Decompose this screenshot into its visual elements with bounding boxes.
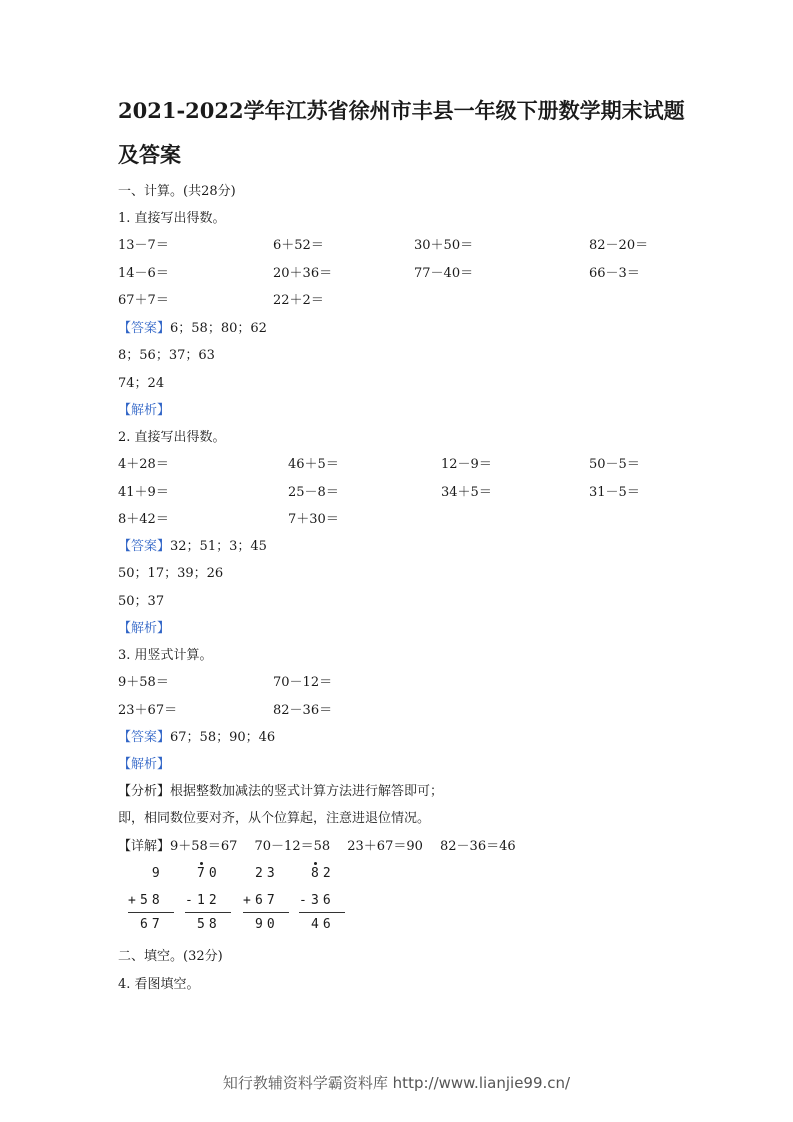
answer-tag: 【答案】 (118, 730, 171, 745)
q1-analysis-tag: 【解析】 (118, 403, 171, 418)
q3-label: 3. 用竖式计算。 (118, 648, 213, 663)
vc-line (299, 912, 345, 913)
vc-top: 9 (140, 866, 164, 881)
doc-title-line2: 及答案 (118, 142, 181, 167)
q1-item: 77－40＝ (414, 266, 474, 281)
fenxi-tag: 【分析】 (118, 784, 171, 799)
answer-tag: 【答案】 (118, 321, 171, 336)
vc-top: 70 (197, 866, 221, 881)
xiangjie-tag: 【详解】 (118, 839, 171, 854)
q1-item: 67＋7＝ (118, 293, 169, 308)
section1-heading: 一、计算。(共28分) (118, 184, 236, 199)
q1-item: 14－6＝ (118, 266, 169, 281)
vertical-calc (128, 866, 178, 936)
page-footer: 知行教辅资料学霸资料库 http://www.lianjie99.cn/ (222, 1074, 571, 1092)
vertical-calc (243, 866, 293, 936)
vertical-calc (185, 866, 235, 936)
q2-item: 12－9＝ (441, 457, 492, 472)
q3-item: 82－36＝ (273, 703, 333, 718)
q4-label: 4. 看图填空。 (118, 977, 200, 992)
q1-item: 82－20＝ (589, 238, 649, 253)
xiangjie-text: 9＋58＝67 70－12＝58 23＋67＝90 82－36＝46 (170, 839, 516, 854)
q1-item: 13－7＝ (118, 238, 169, 253)
vc-op: + (243, 893, 255, 908)
vc-result: 46 (311, 917, 335, 932)
vc-line (185, 912, 231, 913)
q3-fenxi (118, 780, 443, 799)
answer-tag: 【答案】 (118, 539, 171, 554)
vc-top: 23 (255, 866, 279, 881)
vc-top: 82 (311, 866, 335, 881)
doc-title-line1: 2021-2022学年江苏省徐州市丰县一年级下册数学期末试题 (118, 98, 685, 123)
vc-op: - (299, 893, 311, 908)
vc-second: 58 (140, 893, 164, 908)
vc-op: - (185, 893, 197, 908)
q2-item: 34＋5＝ (441, 485, 492, 500)
q1-item: 30＋50＝ (414, 238, 474, 253)
q1-label: 1. 直接写出得数。 (118, 211, 226, 226)
vc-op: + (128, 893, 140, 908)
borrow-dot (200, 862, 203, 865)
q2-answer (118, 535, 267, 554)
q1-item: 6＋52＝ (273, 238, 324, 253)
vc-line (243, 912, 289, 913)
vc-second: 12 (197, 893, 221, 908)
q2-item: 8＋42＝ (118, 512, 169, 527)
q2-item: 41＋9＝ (118, 485, 169, 500)
vc-result: 90 (255, 917, 279, 932)
vc-line (128, 912, 174, 913)
q3-answer (118, 726, 275, 745)
borrow-dot (314, 862, 317, 865)
vc-second: 36 (311, 893, 335, 908)
answer-text: 67；58；90；46 (170, 730, 276, 745)
q2-answer-line3: 50；37 (118, 594, 165, 609)
q3-analysis-tag: 【解析】 (118, 757, 171, 772)
vc-result: 67 (140, 917, 164, 932)
q1-item: 20＋36＝ (273, 266, 333, 281)
q3-item: 70－12＝ (273, 675, 333, 690)
vc-result: 58 (197, 917, 221, 932)
q3-item: 9＋58＝ (118, 675, 169, 690)
q3-xiangjie (118, 835, 516, 854)
answer-text: 6；58；80；62 (170, 321, 267, 336)
q2-item: 7＋30＝ (288, 512, 339, 527)
q2-item: 25－8＝ (288, 485, 339, 500)
q2-label: 2. 直接写出得数。 (118, 430, 226, 445)
vertical-calc (299, 866, 349, 936)
q2-item: 50－5＝ (589, 457, 640, 472)
q2-item: 46＋5＝ (288, 457, 339, 472)
q2-answer-line2: 50；17；39；26 (118, 566, 224, 581)
q2-analysis-tag: 【解析】 (118, 621, 171, 636)
q2-item: 31－5＝ (589, 485, 640, 500)
q1-item: 22＋2＝ (273, 293, 324, 308)
vc-second: 67 (255, 893, 279, 908)
q2-item: 4＋28＝ (118, 457, 169, 472)
q1-answer-line2: 8；56；37；63 (118, 348, 215, 363)
q3-item: 23＋67＝ (118, 703, 178, 718)
q1-item: 66－3＝ (589, 266, 640, 281)
fenxi-text: 根据整数加减法的竖式计算方法进行解答即可； (170, 784, 444, 799)
answer-text: 32；51；3；45 (170, 539, 267, 554)
q1-answer-line3: 74；24 (118, 376, 165, 391)
section2-heading: 二、填空。(32分) (118, 949, 223, 964)
q1-answer (118, 317, 267, 336)
q3-fenxi-line2: 即，相同数位要对齐，从个位算起，注意进退位情况。 (118, 811, 431, 826)
